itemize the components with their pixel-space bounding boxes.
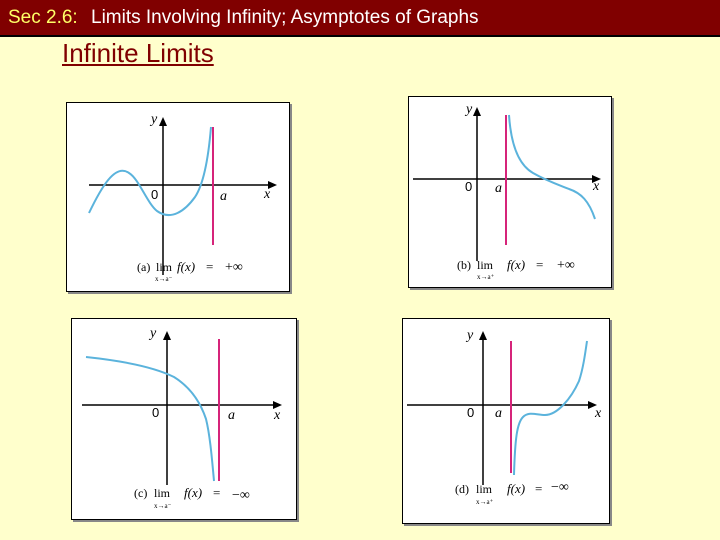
y-label: y: [151, 112, 158, 127]
y-label: y: [466, 102, 473, 117]
a-label: a: [220, 189, 227, 204]
caption-value: −∞: [551, 480, 569, 495]
y-axis-arrow-icon: [163, 331, 171, 340]
origin-label: 0: [467, 405, 475, 420]
curve: [89, 127, 211, 215]
x-label: x: [595, 406, 602, 421]
x-label: x: [274, 408, 281, 423]
curve: [514, 341, 587, 475]
graph-b: [409, 97, 611, 287]
a-label: a: [495, 406, 502, 421]
caption-lim: lim: [477, 258, 494, 272]
a-label: a: [228, 408, 235, 423]
graph-d: [403, 319, 609, 523]
slide-title: [8, 7, 479, 29]
graph-panel-d: [402, 318, 610, 524]
caption-lim: lim: [476, 482, 493, 496]
caption-tag: (d): [455, 482, 469, 496]
y-axis-arrow-icon: [479, 331, 487, 340]
curve: [509, 115, 595, 219]
graph-a: [67, 103, 289, 291]
caption-limit-sub: x→a⁻: [154, 502, 172, 510]
y-label: y: [467, 328, 474, 343]
origin-label: 0: [151, 187, 159, 202]
x-label: x: [593, 179, 600, 194]
graph-panel-c: [71, 318, 297, 520]
page-heading: Infinite Limits: [62, 38, 214, 68]
caption-value: −∞: [232, 488, 250, 503]
caption-limit-sub: x→a⁻: [155, 275, 173, 283]
caption-fx: f(x): [177, 259, 196, 274]
caption-value: +∞: [225, 260, 243, 275]
a-label: a: [495, 181, 502, 196]
y-axis-arrow-icon: [473, 107, 481, 116]
caption-tag: (a): [137, 260, 151, 274]
caption-equals: =: [535, 481, 543, 496]
origin-label: 0: [152, 405, 160, 420]
title-bar: [0, 0, 720, 37]
caption-fx: f(x): [507, 257, 526, 272]
caption-lim: lim: [156, 260, 173, 274]
caption-tag: (c): [134, 486, 148, 500]
caption-fx: f(x): [507, 481, 526, 496]
caption-tag: (b): [457, 258, 471, 272]
x-label: x: [264, 187, 271, 202]
curve: [86, 357, 214, 481]
graph-panel-b: [408, 96, 612, 288]
caption-equals: =: [536, 257, 544, 272]
caption-fx: f(x): [184, 485, 203, 500]
caption-limit-sub: x→a⁺: [477, 273, 495, 281]
caption-limit-sub: x→a⁺: [476, 498, 494, 506]
origin-label: 0: [465, 179, 473, 194]
y-label: y: [150, 326, 157, 341]
section-number: Sec 2.6:: [8, 7, 78, 28]
caption-lim: lim: [154, 486, 171, 500]
section-title: Limits Involving Infinity; Asymptotes of Graphs: [91, 7, 479, 28]
graph-panel-a: [66, 102, 290, 292]
graph-c: [72, 319, 296, 519]
y-axis-arrow-icon: [159, 117, 167, 126]
caption-equals: =: [206, 259, 214, 274]
caption-equals: =: [213, 485, 221, 500]
caption-value: +∞: [557, 258, 575, 273]
